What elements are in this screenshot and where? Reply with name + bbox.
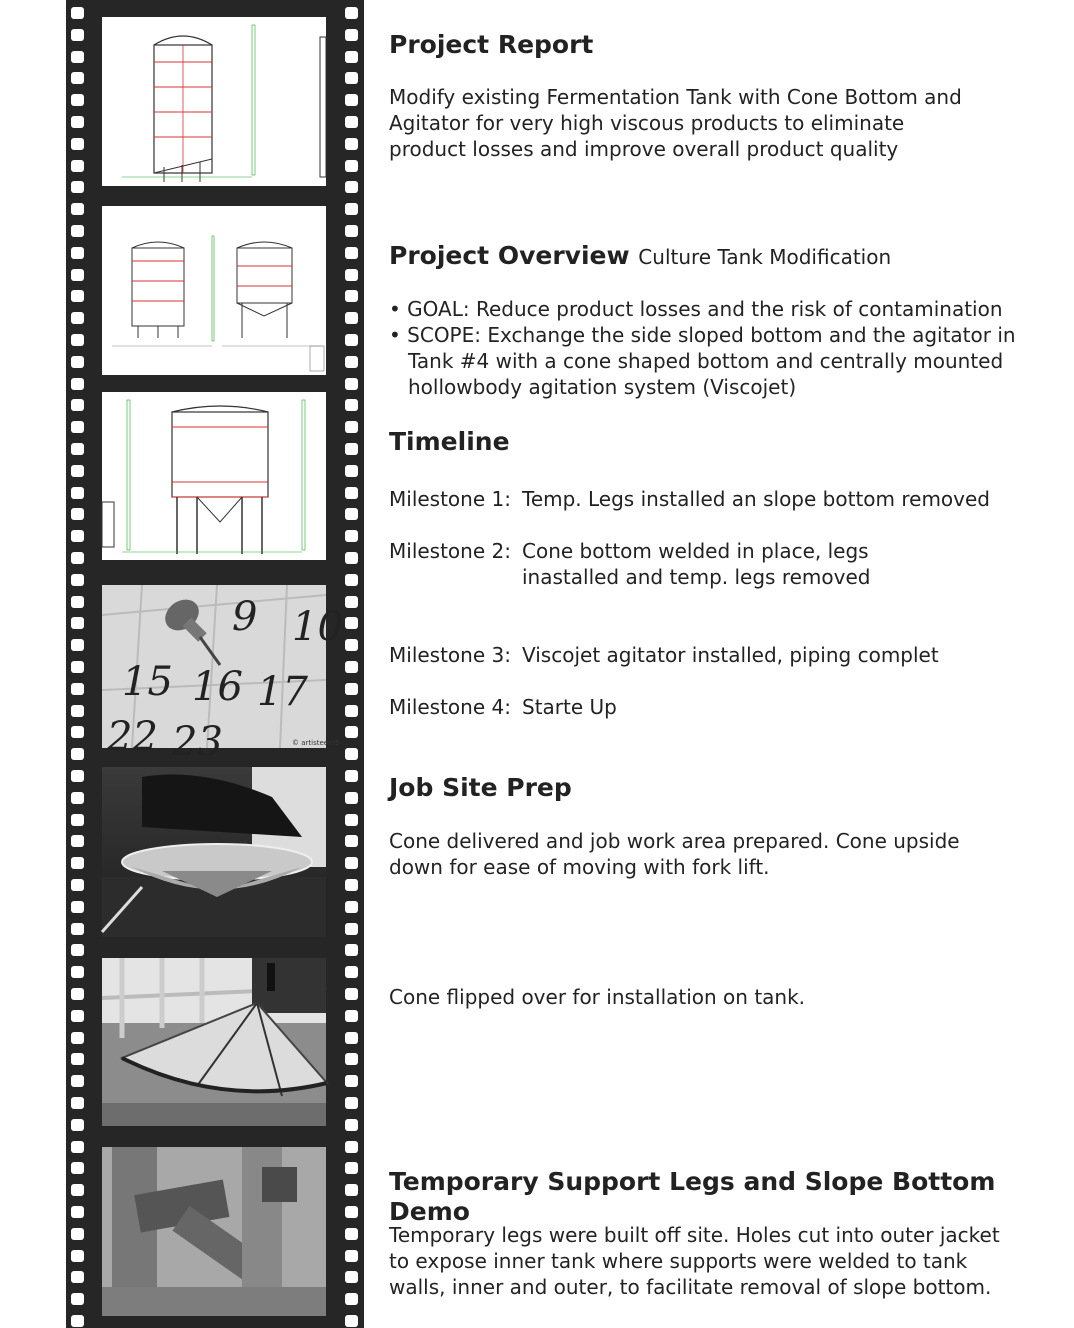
sprocket-hole bbox=[345, 661, 358, 673]
sprocket-hole bbox=[345, 901, 358, 913]
sprocket-hole bbox=[71, 814, 84, 826]
sprocket-hole bbox=[345, 1053, 358, 1065]
sprocket-hole bbox=[345, 116, 358, 128]
sprocket-hole bbox=[345, 51, 358, 63]
frame-tank-drawing-3 bbox=[102, 392, 326, 560]
sprocket-hole bbox=[345, 1119, 358, 1131]
sprocket-hole bbox=[71, 443, 84, 455]
sprocket-hole bbox=[71, 1228, 84, 1240]
sprocket-hole bbox=[345, 1184, 358, 1196]
calendar-number: 22 bbox=[107, 714, 158, 760]
sprocket-hole bbox=[71, 247, 84, 259]
sprocket-hole bbox=[71, 138, 84, 150]
sprocket-hole bbox=[345, 530, 358, 542]
sprocket-hole bbox=[345, 705, 358, 717]
sprocket-holes-left bbox=[71, 0, 84, 1328]
sprocket-hole bbox=[345, 487, 358, 499]
sprocket-hole bbox=[345, 1010, 358, 1022]
calendar-number: 15 bbox=[122, 659, 173, 705]
milestone-4-label: Milestone 4: bbox=[389, 695, 511, 719]
sprocket-hole bbox=[345, 181, 358, 193]
milestone-2-text: Cone bottom welded in place, legs inastalled and temp. legs removed bbox=[522, 539, 871, 589]
sprocket-hole bbox=[71, 617, 84, 629]
sprocket-hole bbox=[71, 1010, 84, 1022]
calendar-number: 17 bbox=[257, 669, 308, 715]
sprocket-hole bbox=[71, 966, 84, 978]
sprocket-hole bbox=[71, 574, 84, 586]
sprocket-hole bbox=[71, 879, 84, 891]
sprocket-hole bbox=[71, 399, 84, 411]
sprocket-hole bbox=[71, 1097, 84, 1109]
sprocket-hole bbox=[71, 705, 84, 717]
milestone-4-text: Starte Up bbox=[522, 695, 617, 719]
sprocket-hole bbox=[345, 356, 358, 368]
sprocket-hole bbox=[71, 225, 84, 237]
sprocket-hole bbox=[345, 879, 358, 891]
tank-drawing-image bbox=[102, 17, 326, 186]
sprocket-hole bbox=[345, 617, 358, 629]
sprocket-hole bbox=[71, 465, 84, 477]
sprocket-hole bbox=[345, 1141, 358, 1153]
sprocket-hole bbox=[345, 639, 358, 651]
sprocket-hole bbox=[71, 770, 84, 782]
sprocket-hole bbox=[345, 378, 358, 390]
sprocket-hole bbox=[345, 552, 358, 564]
calendar-number: 10 bbox=[292, 604, 343, 650]
sprocket-hole bbox=[71, 203, 84, 215]
sprocket-hole bbox=[345, 138, 358, 150]
milestone-3-label: Milestone 3: bbox=[389, 643, 511, 667]
temporary-support-text: Temporary legs were built off site. Holes cut into outer jacket to expose inner tank where supports were welded to tank walls, inner and outer, to facilitate removal of slope bottom. bbox=[389, 1223, 1000, 1299]
sprocket-hole bbox=[71, 944, 84, 956]
sprocket-hole bbox=[71, 29, 84, 41]
sprocket-hole bbox=[71, 421, 84, 433]
sprocket-hole bbox=[345, 94, 358, 106]
sprocket-hole bbox=[345, 596, 358, 608]
sprocket-hole bbox=[345, 944, 358, 956]
sprocket-hole bbox=[345, 1032, 358, 1044]
sprocket-hole bbox=[71, 1250, 84, 1262]
sprocket-hole bbox=[71, 988, 84, 1000]
sprocket-hole bbox=[71, 1206, 84, 1218]
sprocket-hole bbox=[345, 835, 358, 847]
sprocket-hole bbox=[71, 487, 84, 499]
sprocket-hole bbox=[71, 901, 84, 913]
sprocket-hole bbox=[71, 726, 84, 738]
sprocket-hole bbox=[71, 1053, 84, 1065]
sprocket-hole bbox=[71, 1162, 84, 1174]
milestone-1-label: Milestone 1: bbox=[389, 487, 511, 511]
milestone-2-label: Milestone 2: bbox=[389, 539, 511, 563]
sprocket-hole bbox=[71, 181, 84, 193]
milestone-3-text: Viscojet agitator installed, piping complet bbox=[522, 643, 939, 667]
sprocket-hole bbox=[71, 356, 84, 368]
sprocket-hole bbox=[71, 1075, 84, 1087]
project-overview-subtitle: Culture Tank Modification bbox=[638, 245, 892, 269]
calendar-number: 16 bbox=[192, 664, 243, 710]
sprocket-hole bbox=[345, 683, 358, 695]
sprocket-hole bbox=[345, 508, 358, 520]
sprocket-hole bbox=[71, 290, 84, 302]
sprocket-hole bbox=[345, 857, 358, 869]
calendar-credit: © artisteer/i5 bbox=[292, 739, 340, 747]
calendar-number: 9 bbox=[232, 594, 258, 640]
sprocket-hole bbox=[71, 160, 84, 172]
sprocket-hole bbox=[345, 1293, 358, 1305]
sprocket-hole bbox=[71, 1119, 84, 1131]
sprocket-hole bbox=[71, 72, 84, 84]
sprocket-hole bbox=[71, 269, 84, 281]
sprocket-hole bbox=[345, 574, 358, 586]
sprocket-hole bbox=[345, 269, 358, 281]
sprocket-hole bbox=[345, 1162, 358, 1174]
job-site-prep-heading: Job Site Prep bbox=[389, 773, 572, 802]
project-overview-heading bbox=[389, 241, 1049, 272]
sprocket-hole bbox=[71, 596, 84, 608]
sprocket-hole bbox=[345, 1315, 358, 1327]
sprocket-hole bbox=[71, 683, 84, 695]
sprocket-hole bbox=[345, 1206, 358, 1218]
sprocket-hole bbox=[345, 988, 358, 1000]
sprocket-hole bbox=[345, 814, 358, 826]
sprocket-hole bbox=[71, 1184, 84, 1196]
project-overview-title: Project Overview bbox=[389, 241, 630, 270]
sprocket-hole bbox=[345, 1271, 358, 1283]
film-strip bbox=[66, 0, 364, 1328]
sprocket-hole bbox=[71, 1293, 84, 1305]
sprocket-hole bbox=[345, 247, 358, 259]
sprocket-hole bbox=[71, 1315, 84, 1327]
sprocket-hole bbox=[345, 748, 358, 760]
sprocket-holes-right bbox=[345, 0, 358, 1328]
goal-bullet: • GOAL: Reduce product losses and the risk of contamination bbox=[389, 297, 1003, 321]
scope-bullet: • SCOPE: Exchange the side sloped bottom and the agitator in Tank #4 with a cone shaped bottom and centrally mounted hollowbody agitation system (Viscojet) bbox=[389, 323, 1016, 399]
sprocket-hole bbox=[71, 1271, 84, 1283]
sprocket-hole bbox=[345, 1097, 358, 1109]
sprocket-hole bbox=[71, 639, 84, 651]
sprocket-hole bbox=[71, 94, 84, 106]
sprocket-hole bbox=[71, 508, 84, 520]
sprocket-hole bbox=[345, 160, 358, 172]
sprocket-hole bbox=[71, 792, 84, 804]
sprocket-hole bbox=[345, 29, 358, 41]
sprocket-hole bbox=[71, 748, 84, 760]
calendar-number: 23 bbox=[172, 719, 223, 765]
job-site-prep-text-1: Cone delivered and job work area prepared. Cone upside down for ease of moving with fork lift. bbox=[389, 829, 960, 879]
sprocket-hole bbox=[71, 1141, 84, 1153]
sprocket-hole bbox=[345, 1250, 358, 1262]
sprocket-hole bbox=[345, 726, 358, 738]
sprocket-hole bbox=[345, 7, 358, 19]
frame-cone-photo-1 bbox=[102, 767, 326, 937]
job-site-prep-text-2: Cone flipped over for installation on tank. bbox=[389, 985, 806, 1009]
sprocket-hole bbox=[345, 792, 358, 804]
milestone-1-text: Temp. Legs installed an slope bottom removed bbox=[522, 487, 990, 511]
sprocket-hole bbox=[345, 770, 358, 782]
frame-tank-drawing-1 bbox=[102, 17, 326, 186]
sprocket-hole bbox=[345, 72, 358, 84]
frame-support-legs-photo bbox=[102, 1147, 326, 1316]
sprocket-hole bbox=[71, 661, 84, 673]
timeline-heading: Timeline bbox=[389, 427, 510, 456]
sprocket-hole bbox=[345, 923, 358, 935]
sprocket-hole bbox=[345, 1228, 358, 1240]
sprocket-hole bbox=[345, 966, 358, 978]
sprocket-hole bbox=[71, 1032, 84, 1044]
sprocket-hole bbox=[345, 465, 358, 477]
frame-calendar-photo bbox=[102, 585, 343, 765]
temporary-support-heading: Temporary Support Legs and Slope Bottom Demo bbox=[389, 1167, 996, 1226]
sprocket-hole bbox=[71, 378, 84, 390]
sprocket-hole bbox=[71, 857, 84, 869]
sprocket-hole bbox=[345, 399, 358, 411]
sprocket-hole bbox=[71, 530, 84, 542]
sprocket-hole bbox=[345, 334, 358, 346]
sprocket-hole bbox=[71, 923, 84, 935]
sprocket-hole bbox=[71, 835, 84, 847]
sprocket-hole bbox=[345, 421, 358, 433]
sprocket-hole bbox=[71, 552, 84, 564]
sprocket-hole bbox=[345, 203, 358, 215]
sprocket-hole bbox=[345, 1075, 358, 1087]
sprocket-hole bbox=[345, 443, 358, 455]
frame-cone-photo-2 bbox=[102, 958, 326, 1126]
sprocket-hole bbox=[71, 7, 84, 19]
sprocket-hole bbox=[71, 116, 84, 128]
sprocket-hole bbox=[71, 334, 84, 346]
sprocket-hole bbox=[345, 225, 358, 237]
sprocket-hole bbox=[345, 290, 358, 302]
sprocket-hole bbox=[71, 312, 84, 324]
sprocket-hole bbox=[345, 312, 358, 324]
frame-tank-drawing-2 bbox=[102, 206, 326, 375]
project-report-heading: Project Report bbox=[389, 30, 594, 59]
project-report-description: Modify existing Fermentation Tank with Cone Bottom and Agitator for very high viscous products to eliminate product losses and improve overall product quality bbox=[389, 85, 962, 161]
sprocket-hole bbox=[71, 51, 84, 63]
